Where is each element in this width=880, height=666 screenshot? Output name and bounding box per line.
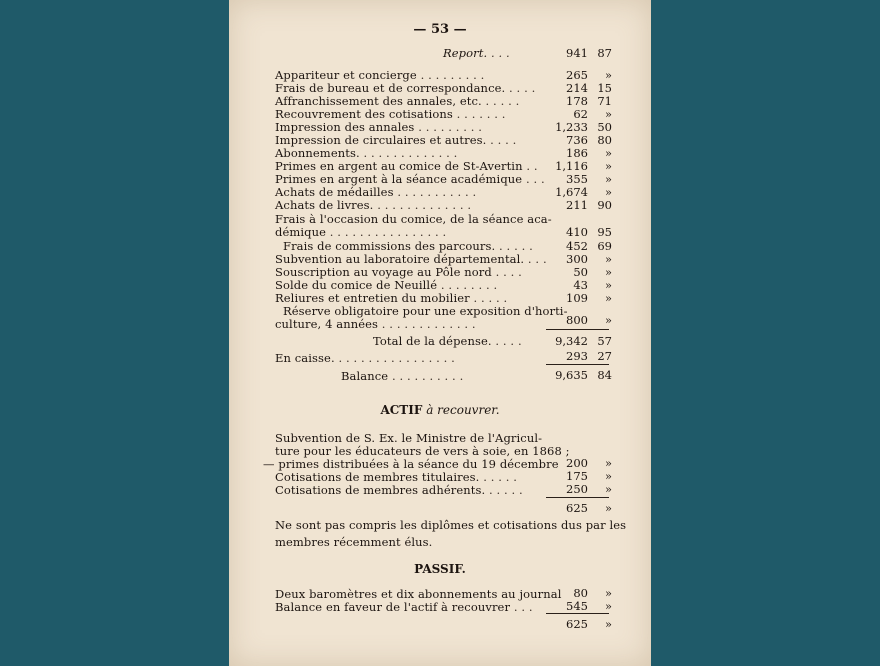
report-amount: 941 [566, 46, 588, 60]
document-page [229, 0, 651, 666]
expense-cents: » [604, 159, 612, 173]
expense-amount: 109 [566, 291, 588, 305]
subvention-line1: Subvention de S. Ex. le Ministre de l'Agricul- [275, 431, 543, 445]
expense-cents: » [604, 252, 612, 266]
expense-cents: » [604, 278, 612, 292]
comice-line1: Frais à l'occasion du comice, de la séance aca- [275, 212, 552, 226]
expense-row: Appariteur et concierge . . . . . . . . . [275, 68, 485, 82]
reserve-amount: 800 [566, 313, 588, 327]
balance-amount: 9,635 [555, 368, 588, 382]
total-amount: 9,342 [555, 334, 588, 348]
actif-heading: ACTIF à recouvrer. [380, 403, 500, 417]
sum-rule [546, 364, 609, 365]
expense-row: Souscription au voyage au Pôle nord . . . . [275, 265, 522, 279]
passif-cents: » [604, 599, 612, 613]
passif-total-amount: 625 [566, 617, 588, 631]
comice-amount: 410 [566, 225, 588, 239]
expense-cents: 69 [597, 239, 612, 253]
expense-amount: 300 [566, 252, 588, 266]
expense-row: Achats de médailles . . . . . . . . . . . [275, 185, 477, 199]
actif-total-cents: » [604, 501, 612, 515]
report-cents: 87 [597, 46, 612, 60]
expense-row: Solde du comice de Neuillé . . . . . . . . [275, 278, 498, 292]
expense-amount: 43 [573, 278, 588, 292]
actif-row: Cotisations de membres titulaires. . . . . . [275, 470, 518, 484]
expense-cents: » [604, 68, 612, 82]
expense-amount: 214 [566, 81, 588, 95]
passif-total-cents: » [604, 617, 612, 631]
reserve-line2: culture, 4 années . . . . . . . . . . . . . [275, 317, 476, 331]
expense-row: Abonnements. . . . . . . . . . . . . . [275, 146, 458, 160]
comice-line2: démique . . . . . . . . . . . . . . . . [275, 225, 447, 239]
expense-row: Subvention au laboratoire départemental. . . . [275, 252, 547, 266]
subvention-cents: » [604, 456, 612, 470]
passif-row: Balance en faveur de l'actif à recouvrer . . . [275, 600, 533, 614]
actif-cents: » [604, 482, 612, 496]
actif-note-line2: membres récemment élus. [275, 535, 433, 549]
expense-row: Frais de commissions des parcours. . . . . . [283, 239, 533, 253]
expense-amount: 186 [566, 146, 588, 160]
expense-row: Reliures et entretien du mobilier . . . . . [275, 291, 508, 305]
expense-row: Primes en argent à la séance académique . . . [275, 172, 545, 186]
expense-row: Affranchissement des annales, etc. . . . . . [275, 94, 520, 108]
expense-row: Impression des annales . . . . . . . . . [275, 120, 483, 134]
actif-total-amount: 625 [566, 501, 588, 515]
actif-note-line1: Ne sont pas compris les diplômes et cotisations dus par les [275, 518, 627, 532]
expense-amount: 355 [566, 172, 588, 186]
expense-cents: 71 [597, 94, 612, 108]
expense-cents: 80 [597, 133, 612, 147]
report-label: Report. . . . [443, 46, 510, 60]
page-number: — 53 — [413, 22, 467, 37]
actif-amount: 175 [566, 469, 588, 483]
expense-cents: » [604, 185, 612, 199]
expense-amount: 211 [566, 198, 588, 212]
expense-cents: 15 [597, 81, 612, 95]
expense-amount: 265 [566, 68, 588, 82]
subvention-amount: 200 [566, 456, 588, 470]
caisse-amount: 293 [566, 349, 588, 363]
subvention-line2: ture pour les éducateurs de vers à soie, en 1868 ; [275, 444, 570, 458]
expense-amount: 452 [566, 239, 588, 253]
expense-row: Impression de circulaires et autres. . . . . [275, 133, 517, 147]
balance-label: Balance . . . . . . . . . . [341, 369, 464, 383]
expense-cents: » [604, 107, 612, 121]
expense-cents: » [604, 172, 612, 186]
sum-rule [546, 613, 609, 614]
expense-cents: 50 [597, 120, 612, 134]
caisse-cents: 27 [597, 349, 612, 363]
total-label: Total de la dépense. . . . . [373, 334, 522, 348]
actif-amount: 250 [566, 482, 588, 496]
passif-cents: » [604, 586, 612, 600]
expense-amount: 178 [566, 94, 588, 108]
reserve-line1: Réserve obligatoire pour une exposition d'horti- [283, 304, 568, 318]
expense-amount: 736 [566, 133, 588, 147]
expense-amount: 62 [573, 107, 588, 121]
actif-row: Cotisations de membres adhérents. . . . . . [275, 483, 523, 497]
passif-amount: 80 [573, 586, 588, 600]
expense-amount: 1,116 [555, 159, 588, 173]
comice-cents: 95 [597, 225, 612, 239]
expense-cents: » [604, 146, 612, 160]
expense-row: Recouvrement des cotisations . . . . . . . [275, 107, 506, 121]
expense-cents: » [604, 265, 612, 279]
expense-amount: 1,674 [555, 185, 588, 199]
balance-cents: 84 [597, 368, 612, 382]
sum-rule [546, 329, 609, 330]
total-cents: 57 [597, 334, 612, 348]
expense-amount: 1,233 [555, 120, 588, 134]
expense-cents: 90 [597, 198, 612, 212]
expense-row: Primes en argent au comice de St-Avertin . . [275, 159, 538, 173]
passif-heading: PASSIF. [414, 562, 466, 576]
caisse-label: En caisse. . . . . . . . . . . . . . . . . [275, 351, 455, 365]
expense-amount: 50 [573, 265, 588, 279]
expense-cents: » [604, 291, 612, 305]
sum-rule [546, 497, 609, 498]
passif-row: Deux baromètres et dix abonnements au journal [275, 587, 562, 601]
actif-cents: » [604, 469, 612, 483]
subvention-line3: — primes distribuées à la séance du 19 décembre [263, 457, 559, 471]
reserve-cents: » [604, 313, 612, 327]
passif-amount: 545 [566, 599, 588, 613]
expense-row: Achats de livres. . . . . . . . . . . . . . [275, 198, 472, 212]
expense-row: Frais de bureau et de correspondance. . . . . [275, 81, 536, 95]
